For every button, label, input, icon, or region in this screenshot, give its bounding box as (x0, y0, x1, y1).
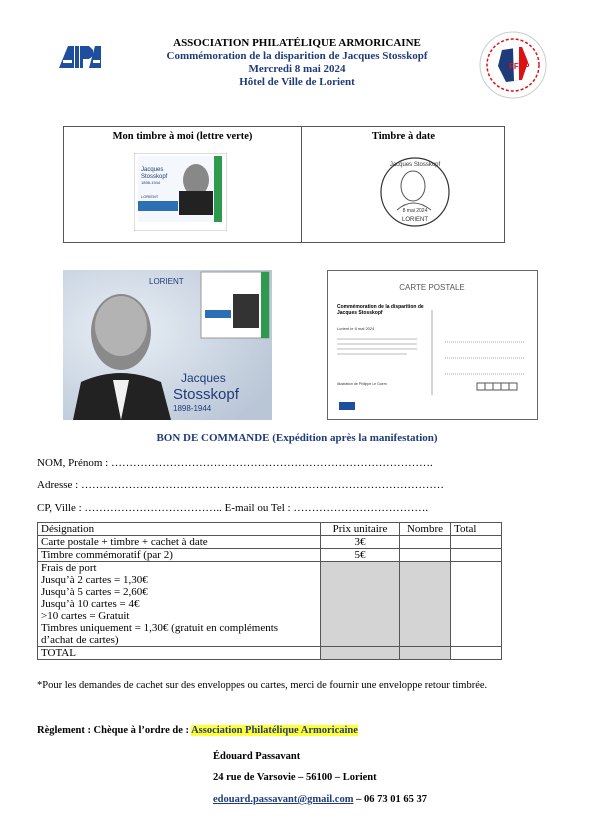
total-row (38, 647, 502, 660)
svg-text:FFAP: FFAP (509, 62, 530, 71)
shipping-details: Frais de port Jusqu’à 2 cartes = 1,30€ Jusqu’à 5 cartes = 2,60€ Jusqu’à 10 cartes = 4€ >10 cartes = Gratuit Timbres uniquement = 1,30€ (gratuit en compléments d’achat de cartes) (38, 562, 321, 647)
my-stamp-title: Mon timbre à moi (lettre verte) (112, 131, 253, 142)
svg-text:1898-1944: 1898-1944 (173, 404, 212, 413)
contact-name: Édouard Passavant (213, 751, 301, 762)
row-total-cell[interactable] (451, 536, 502, 549)
portrait-card-image (63, 270, 272, 420)
svg-text:8 mai 2024: 8 mai 2024 (402, 208, 428, 214)
svg-text:CARTE POSTALE: CARTE POSTALE (399, 283, 465, 292)
payment-instructions (37, 725, 358, 736)
postcard-back-image: CARTE POSTALE Commémoration de la disparition de Jacques Stosskopf Lorient le 8 mai 2024 Illustration de Philippe Le Guern (327, 270, 538, 420)
table-row (38, 549, 502, 562)
row-designation: Timbre commémoratif (par 2) (38, 549, 321, 562)
event-date: Mercredi 8 mai 2024 (248, 63, 346, 75)
shipping-row (38, 562, 502, 647)
svg-text:LORIENT: LORIENT (149, 277, 184, 286)
table-header-row (38, 523, 502, 536)
email-link[interactable]: edouard.passavant@gmail.com (213, 794, 354, 805)
row-total-cell[interactable] (451, 549, 502, 562)
payment-label: Règlement : Chèque à l’ordre de : (37, 725, 192, 736)
svg-text:Jacques: Jacques (141, 167, 164, 173)
header-total: Total (451, 523, 502, 536)
row-designation: Carte postale + timbre + cachet à date (38, 536, 321, 549)
contact-details (213, 794, 427, 805)
phone-number: – 06 73 01 65 37 (353, 794, 427, 805)
total-label: TOTAL (38, 647, 321, 660)
date-cachet-image (377, 154, 453, 230)
order-table (37, 522, 502, 660)
header-unit-price: Prix unitaire (321, 523, 400, 536)
shipping-quantity-cell (400, 562, 451, 647)
svg-text:Stosskopf: Stosskopf (173, 386, 239, 403)
stamp-box (63, 126, 505, 243)
total-quantity-cell (400, 647, 451, 660)
svg-text:Jacques: Jacques (181, 371, 226, 385)
organization-name: ASSOCIATION PHILATÉLIQUE ARMORICAINE (173, 37, 421, 49)
svg-text:Illustration de Philippe Le Gu: Illustration de Philippe Le Guern (337, 382, 387, 386)
ffap-logo (478, 30, 548, 100)
row-quantity-cell[interactable] (400, 549, 451, 562)
row-unit-price: 3€ (321, 536, 400, 549)
order-form-title: BON DE COMMANDE (Expédition après la manifestation) (156, 432, 438, 444)
date-stamp-title: Timbre à date (371, 131, 436, 142)
header-designation: Désignation (38, 523, 321, 536)
header (120, 37, 474, 89)
personalized-stamp-image (134, 153, 227, 231)
grand-total-cell[interactable] (451, 647, 502, 660)
svg-text:LORIENT: LORIENT (141, 194, 159, 199)
svg-text:Lorient le 8 mai 2024: Lorient le 8 mai 2024 (337, 326, 375, 331)
event-title: Commémoration de la disparition de Jacques Stosskopf (166, 50, 428, 62)
svg-text:Jacques Stosskopf: Jacques Stosskopf (389, 162, 441, 168)
contact-address: 24 rue de Varsovie – 56100 – Lorient (213, 772, 377, 783)
header-quantity: Nombre (400, 523, 451, 536)
row-unit-price: 5€ (321, 549, 400, 562)
event-venue: Hôtel de Ville de Lorient (239, 76, 355, 88)
apa-logo (59, 46, 101, 68)
row-quantity-cell[interactable] (400, 536, 451, 549)
svg-text:LORIENT: LORIENT (401, 217, 429, 223)
footnote: *Pour les demandes de cachet sur des enveloppes ou cartes, merci de fournir une enveloppe retour timbrée. (37, 680, 488, 691)
total-price-cell (321, 647, 400, 660)
payee-name: Association Philatélique Armoricaine (191, 725, 358, 736)
name-field[interactable]: NOM, Prénom : ……………………………………………………………………………. (37, 457, 433, 469)
svg-text:Stosskopf: Stosskopf (141, 174, 168, 180)
address-field[interactable]: Adresse : ……………………………………………………………………………………… (37, 479, 444, 491)
table-row (38, 536, 502, 549)
svg-text:1898-1944: 1898-1944 (141, 180, 161, 185)
city-contact-field[interactable]: CP, Ville : ……………………………….. E-mail ou Tel : ………………………………. (37, 502, 429, 514)
shipping-total-cell[interactable] (451, 562, 502, 647)
shipping-price-cell (321, 562, 400, 647)
